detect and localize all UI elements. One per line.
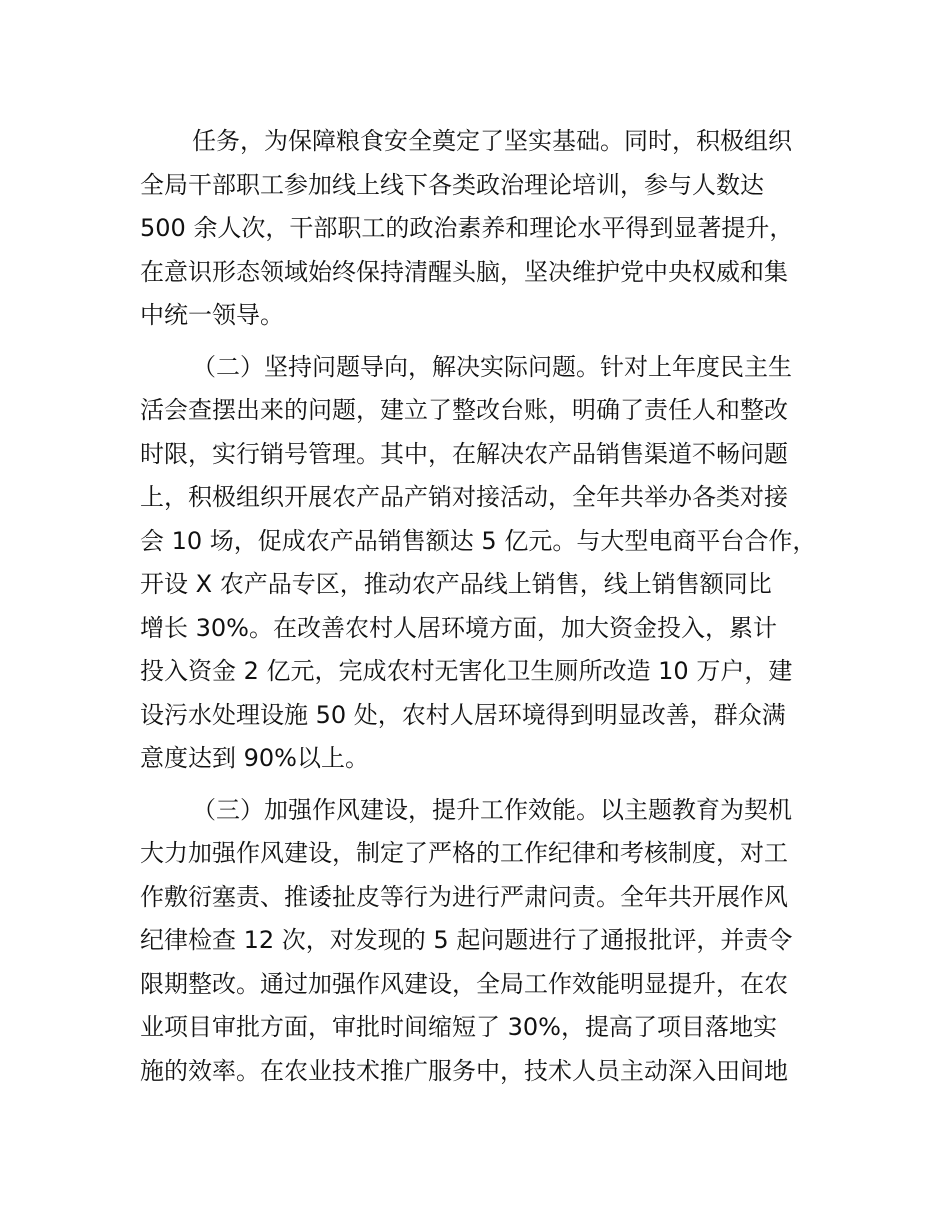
text-line: 上，积极组织开展农产品产销对接活动，全年共举办各类对接 [140, 483, 788, 511]
text-line: 意度达到 90%以上。 [140, 744, 369, 772]
text-line: 施的效率。在农业技术推广服务中，技术人员主动深入田间地 [140, 1056, 788, 1085]
text-line: （三）加强作风建设，提升工作效能。以主题教育为契机 [192, 795, 792, 824]
text-line: 限期整改。通过加强作风建设，全局工作效能明显提升，在农 [140, 969, 788, 998]
paragraph-1 [140, 120, 830, 338]
text-line: 中统一领导。 [140, 301, 284, 329]
paragraph-2 [140, 346, 830, 781]
document-body [140, 120, 830, 1093]
text-line: 业项目审批方面，审批时间缩短了 30%，提高了项目落地实 [140, 1013, 777, 1041]
text-line: 大力加强作风建设，制定了严格的工作纪律和考核制度，对工 [140, 839, 788, 867]
text-line: 在意识形态领域始终保持清醒头脑，坚决维护党中央权威和集 [140, 257, 788, 286]
text-line: （二）坚持问题导向，解决实际问题。针对上年度民主生 [192, 352, 792, 381]
text-line: 时限，实行销号管理。其中，在解决农产品销售渠道不畅问题 [140, 439, 788, 468]
text-line: 增长 30%。在改善农村人居环境方面，加大资金投入，累计 [140, 613, 777, 642]
text-line: 作敷衍塞责、推诿扯皮等行为进行严肃问责。全年共开展作风 [140, 882, 788, 911]
text-line: 500 余人次，干部职工的政治素养和理论水平得到显著提升， [140, 214, 794, 242]
text-line: 会 10 场，促成农产品销售额达 5 亿元。与大型电商平台合作， [140, 526, 817, 555]
text-line: 纪律检查 12 次，对发现的 5 起问题进行了通报批评，并责令 [140, 926, 793, 954]
text-line: 投入资金 2 亿元，完成农村无害化卫生厕所改造 10 万户，建 [140, 657, 793, 685]
text-line: 开设 X 农产品专区，推动农产品线上销售，线上销售额同比 [140, 570, 772, 598]
text-line: 活会查摆出来的问题，建立了整改台账，明确了责任人和整改 [140, 396, 788, 424]
paragraph-3 [140, 789, 830, 1094]
text-line: 任务，为保障粮食安全奠定了坚实基础。同时，积极组织 [192, 127, 792, 155]
text-line: 全局干部职工参加线上线下各类政治理论培训，参与人数达 [140, 170, 764, 199]
text-line: 设污水处理设施 50 处，农村人居环境得到明显改善，群众满 [140, 700, 786, 729]
